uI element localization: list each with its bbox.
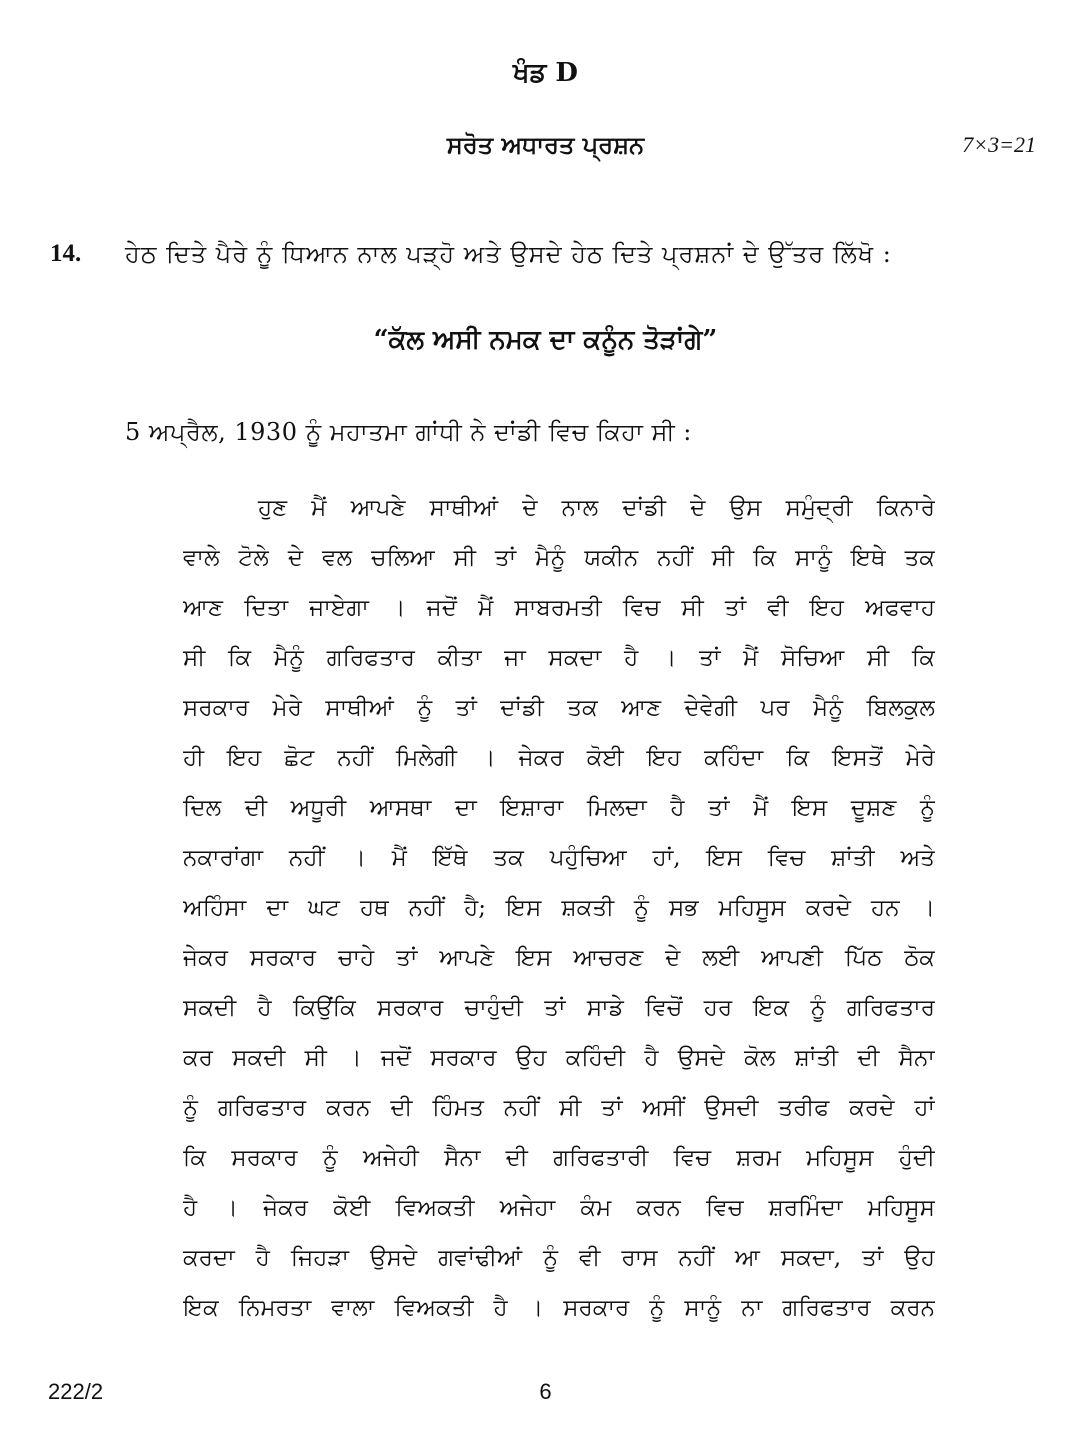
passage-intro: 5 ਅਪ੍ਰੈਲ, 1930 ਨੂੰ ਮਹਾਤਮਾ ਗਾਂਧੀ ਨੇ ਦਾਂਡੀ ਵਿਚ ਕਿਹਾ ਸੀ : [125,418,692,446]
passage-line: ਅਹਿੰਸਾ ਦਾ ਘਟ ਹਥ ਨਹੀਂ ਹੈ; ਇਸ ਸ਼ਕਤੀ ਨੂੰ ਸਭ ਮਹਿਸੂਸ ਕਰਦੇ ਹਨ । [183,895,935,921]
question-number: 14. [50,240,82,267]
passage-body [183,488,935,1338]
passage-line: ਕਰਦਾ ਹੈ ਜਿਹੜਾ ਉਸਦੇ ਗਵਾਂਢੀਆਂ ਨੂੰ ਵੀ ਰਾਸ ਨਹੀਂ ਆ ਸਕਦਾ, ਤਾਂ ਉਹ [183,1245,935,1271]
page-number: 6 [539,1379,552,1404]
passage-line: ਕਰ ਸਕਦੀ ਸੀ । ਜਦੋਂ ਸਰਕਾਰ ਉਹ ਕਹਿੰਦੀ ਹੈ ਉਸਦੇ ਕੋਲ ਸ਼ਾਂਤੀ ਦੀ ਸੈਨਾ [183,1045,935,1071]
passage-line: ਵਾਲੇ ਟੋਲੇ ਦੇ ਵਲ ਚਲਿਆ ਸੀ ਤਾਂ ਮੈਨੂੰ ਯਕੀਨ ਨਹੀਂ ਸੀ ਕਿ ਸਾਨੂੰ ਇਥੇ ਤਕ [183,545,935,571]
passage-line: ਦਿਲ ਦੀ ਅਧੂਰੀ ਆਸਥਾ ਦਾ ਇਸ਼ਾਰਾ ਮਿਲਦਾ ਹੈ ਤਾਂ ਮੈਂ ਇਸ ਦੂਸ਼ਣ ਨੂੰ [183,795,935,821]
passage-line: ਨਕਾਰਾਂਗਾ ਨਹੀਂ । ਮੈਂ ਇੱਥੇ ਤਕ ਪਹੁੰਚਿਆ ਹਾਂ, ਇਸ ਵਿਚ ਸ਼ਾਂਤੀ ਅਤੇ [183,845,935,871]
section-heading: ਖੰਡ D [513,58,578,88]
subheading-row [0,130,1091,170]
passage-line: ਹੈ । ਜੇਕਰ ਕੋਈ ਵਿਅਕਤੀ ਅਜੇਹਾ ਕੰਮ ਕਰਨ ਵਿਚ ਸ਼ਰਮਿੰਦਾ ਮਹਿਸੂਸ [183,1195,935,1221]
passage-line: ਹੀ ਇਹ ਛੋਟ ਨਹੀਂ ਮਿਲੇਗੀ । ਜੇਕਰ ਕੋਈ ਇਹ ਕਹਿੰਦਾ ਕਿ ਇਸਤੋਂ ਮੇਰੇ [183,745,935,771]
passage-line: ਇਕ ਨਿਮਰਤਾ ਵਾਲਾ ਵਿਅਕਤੀ ਹੈ । ਸਰਕਾਰ ਨੂੰ ਸਾਨੂੰ ਨਾ ਗਰਿਫਤਾਰ ਕਰਨ [183,1295,935,1321]
passage-title: “ਕੱਲ ਅਸੀ ਨਮਕ ਦਾ ਕਨੂੰਨ ਤੋੜਾਂਗੇ” [373,325,718,355]
passage-line: ਸਕਦੀ ਹੈ ਕਿਉਂਕਿ ਸਰਕਾਰ ਚਾਹੁੰਦੀ ਤਾਂ ਸਾਡੇ ਵਿਚੋਂ ਹਰ ਇਕ ਨੂੰ ਗਰਿਫਤਾਰ [183,995,935,1021]
paper-code: 222/2 [48,1379,104,1404]
passage-line: ਨੂੰ ਗਰਿਫਤਾਰ ਕਰਨ ਦੀ ਹਿੰਮਤ ਨਹੀਂ ਸੀ ਤਾਂ ਅਸੀਂ ਉਸਦੀ ਤਰੀਫ ਕਰਦੇ ਹਾਂ [183,1095,935,1121]
passage-line: ਜੇਕਰ ਸਰਕਾਰ ਚਾਹੇ ਤਾਂ ਆਪਣੇ ਇਸ ਆਚਰਣ ਦੇ ਲਈ ਆਪਣੀ ਪਿੱਠ ਠੋਕ [183,945,935,971]
passage-line: ਆਣ ਦਿਤਾ ਜਾਏਗਾ । ਜਦੋਂ ਮੈਂ ਸਾਬਰਮਤੀ ਵਿਚ ਸੀ ਤਾਂ ਵੀ ਇਹ ਅਫਵਾਹ [183,595,935,621]
marks-allocation: 7×3=21 [962,132,1036,157]
passage-line: ਸੀ ਕਿ ਮੈਨੂੰ ਗਰਿਫਤਾਰ ਕੀਤਾ ਜਾ ਸਕਦਾ ਹੈ । ਤਾਂ ਮੈਂ ਸੋਚਿਆ ਸੀ ਕਿ [183,645,935,671]
passage-line: ਹੁਣ ਮੈਂ ਆਪਣੇ ਸਾਥੀਆਂ ਦੇ ਨਾਲ ਦਾਂਡੀ ਦੇ ਉਸ ਸਮੁੰਦ੍ਰੀ ਕਿਨਾਰੇ [258,495,935,521]
question-instruction: ਹੇਠ ਦਿਤੇ ਪੈਰੇ ਨੂੰ ਧਿਆਨ ਨਾਲ ਪੜ੍ਹੋ ਅਤੇ ਉਸਦੇ ਹੇਠ ਦਿਤੇ ਪ੍ਰਸ਼ਨਾਂ ਦੇ ਉੱਤਰ ਲਿੱਖੋ : [125,240,892,268]
passage-line: ਕਿ ਸਰਕਾਰ ਨੂੰ ਅਜੇਹੀ ਸੈਨਾ ਦੀ ਗਰਿਫਤਾਰੀ ਵਿਚ ਸ਼ਰਮ ਮਹਿਸੂਸ ਹੁੰਦੀ [183,1145,935,1171]
passage-line: ਸਰਕਾਰ ਮੇਰੇ ਸਾਥੀਆਂ ਨੂੰ ਤਾਂ ਦਾਂਡੀ ਤਕ ਆਣ ਦੇਵੇਗੀ ਪਰ ਮੈਨੂੰ ਬਿਲਕੁਲ [183,695,935,721]
section-subheading: ਸਰੋਤ ਅਧਾਰਤ ਪ੍ਰਸ਼ਨ [446,130,645,159]
question-row [0,240,1091,284]
